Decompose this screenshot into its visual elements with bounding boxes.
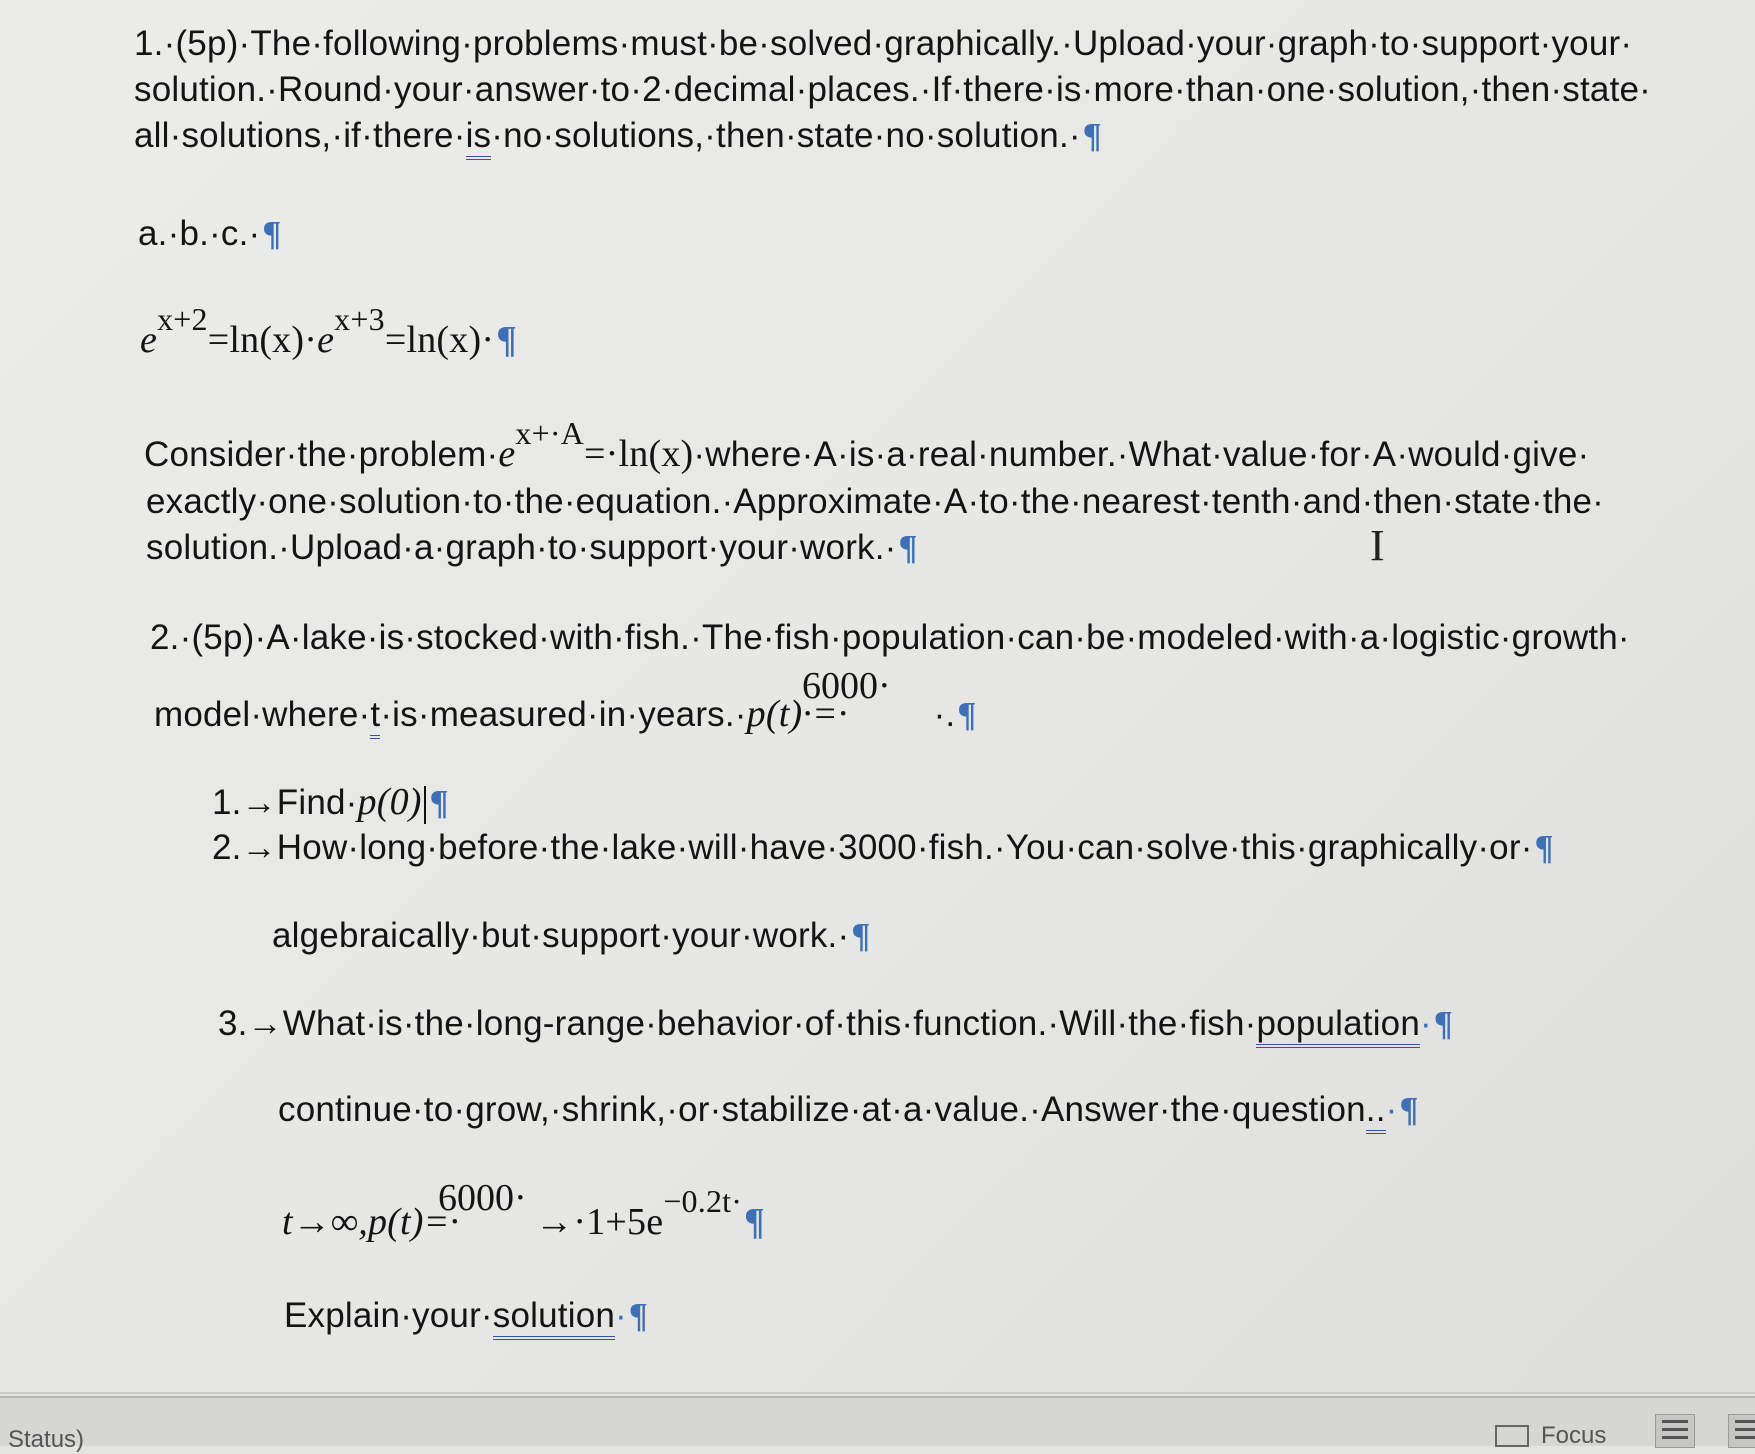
- paragraph-mark: ¶: [429, 783, 449, 822]
- grammar-flag-solution[interactable]: solution: [493, 1296, 615, 1340]
- paragraph-mark: ¶: [851, 916, 871, 955]
- q1-line-2: [134, 70, 1651, 110]
- consider-line-3: [146, 528, 918, 568]
- limit-lhs: t→∞,p(t)=·: [282, 1201, 460, 1243]
- consider-line-2: [146, 482, 1604, 522]
- explain-text: Explain·your·: [284, 1296, 493, 1335]
- paragraph-mark: ¶: [628, 1296, 649, 1335]
- paragraph-mark: ¶: [1433, 1004, 1453, 1043]
- explain-line: Explain·your·solution·¶: [284, 1296, 648, 1336]
- q2-text-1: 2.·(5p)·A·lake·is·stocked·with·fish.·The·fish·population·can·be·modeled·with·a·logistic·growth·: [150, 618, 1630, 657]
- paragraph-mark: ¶: [1399, 1090, 1419, 1129]
- eq2-rhs: =ln(x)·: [384, 319, 495, 361]
- q1-text-3a: all·solutions,·if·there·: [134, 116, 466, 155]
- q1-text-2: solution.·Round·your·answer·to·2·decimal·places.·If·there·is·more·than·one·solution,·then·state·: [134, 70, 1652, 109]
- q1-line-1: [134, 24, 1632, 64]
- q1-text-3b: ·no·solutions,·then·state·no·solution.·: [491, 116, 1081, 155]
- sub3-text: What·is·the·long-range·behavior·of·this·function.·Will·the·fish·: [282, 1004, 1257, 1043]
- focus-label: Focus: [1541, 1422, 1607, 1449]
- print-layout-view-button[interactable]: [1655, 1414, 1695, 1448]
- sub-item-1: [212, 780, 449, 824]
- q1-text-1: 1.·(5p)·The·following·problems·must·be·solved·graphically.·Upload·your·graph·to·support·your·: [134, 24, 1633, 63]
- status-bar: [0, 1396, 1755, 1453]
- eq2-base: e: [317, 319, 335, 361]
- grammar-flag-population[interactable]: population: [1256, 1004, 1420, 1048]
- consider-text-2: exactly·one·solution·to·the·equation.·Approximate·A·to·the·nearest·tenth·and·then·state·the·: [146, 482, 1605, 521]
- consider-text-post: ·where·A·is·a·real·number.·What·value·for·A·would·give·: [693, 435, 1590, 474]
- paragraph-mark: ¶: [1534, 828, 1554, 867]
- text-caret: [424, 786, 426, 824]
- consider-rhs: =·ln(x): [584, 433, 694, 475]
- eq1-rhs: =ln(x)·: [207, 319, 318, 361]
- q2-text-2a: model·where·: [154, 695, 371, 734]
- paragraph-mark: ¶: [1082, 116, 1102, 155]
- paragraph-mark: ¶: [262, 214, 282, 253]
- limit-denominator: →·1+5e: [535, 1201, 664, 1243]
- sub1-text: Find·: [276, 783, 358, 822]
- paragraph-mark: ¶: [957, 695, 977, 734]
- q2-line-1: [150, 618, 1630, 658]
- list-number-2: 2.→: [212, 828, 277, 867]
- limit-numerator: 6000·: [438, 1177, 527, 1219]
- sub2-cont-text: algebraically·but·support·your·work.·: [272, 916, 850, 955]
- web-layout-view-button[interactable]: [1728, 1414, 1755, 1448]
- equations-line: [140, 301, 517, 362]
- list-number-1: 1.→: [212, 783, 277, 822]
- sub-item-3: 3.→What·is·the·long-range·behavior·of·this·function.·Will·the·fish·population·¶: [218, 1004, 1453, 1044]
- paragraph-mark: ¶: [898, 528, 918, 567]
- q2-function: p(t)·=·: [746, 693, 848, 735]
- sub-item-2-cont: [272, 916, 870, 956]
- text-cursor-ibeam-icon: I: [1370, 521, 1385, 570]
- sub-item-2: [212, 828, 1554, 868]
- parts-label-line: [138, 214, 281, 254]
- consider-exponent: x+·A: [515, 415, 585, 451]
- eq1-base: e: [140, 319, 158, 361]
- eq1-exponent: x+2: [157, 301, 208, 337]
- limit-exponent: −0.2t·: [663, 1183, 743, 1219]
- q2-tail: ·.: [933, 695, 956, 734]
- list-number-3: 3.→: [218, 1004, 283, 1043]
- q2-text-2b: ·is·measured·in·years.·: [380, 695, 747, 734]
- grammar-flag-is[interactable]: is: [466, 116, 492, 160]
- focus-button[interactable]: [1495, 1422, 1606, 1450]
- q2-line-2: [154, 692, 976, 736]
- q1-line-3: [134, 116, 1102, 156]
- sub3-cont-text: continue·to·grow,·shrink,·or·stabilize·at·a·value.·Answer·the·question: [278, 1090, 1366, 1129]
- sub1-math: p(0): [357, 781, 422, 823]
- consider-text-pre: Consider·the·problem·: [144, 435, 499, 474]
- parts-label: a.·b.·c.·: [138, 214, 261, 253]
- q2-numerator: 6000·: [802, 665, 891, 707]
- eq2-exponent: x+3: [334, 301, 385, 337]
- status-text: Status): [8, 1426, 85, 1453]
- paragraph-mark: ¶: [744, 1201, 765, 1243]
- sub2-text: How·long·before·the·lake·will·have·3000·fish.·You·can·solve·this·graphically·or·: [276, 828, 1533, 867]
- grammar-flag-dots[interactable]: ..: [1366, 1090, 1386, 1134]
- paragraph-mark: ¶: [496, 319, 517, 361]
- grammar-flag-t[interactable]: t: [370, 695, 380, 739]
- consider-line-1: $Consider\cdot the\cdot problem\cdot e^{x+\cdot A}=\cdot\ln(x)\cdot where\cdot A\cdot is\cdot a\cdot real\cdot number.\cdot What\cdot value\cdot for\cdot A\cdot would\cdot give\cdot$: [144, 415, 1590, 475]
- consider-text-3: solution.·Upload·a·graph·to·support·your·work.·: [146, 528, 897, 567]
- sub-item-3-cont: continue·to·grow,·shrink,·or·stabilize·at·a·value.·Answer·the·question..·¶: [278, 1090, 1419, 1130]
